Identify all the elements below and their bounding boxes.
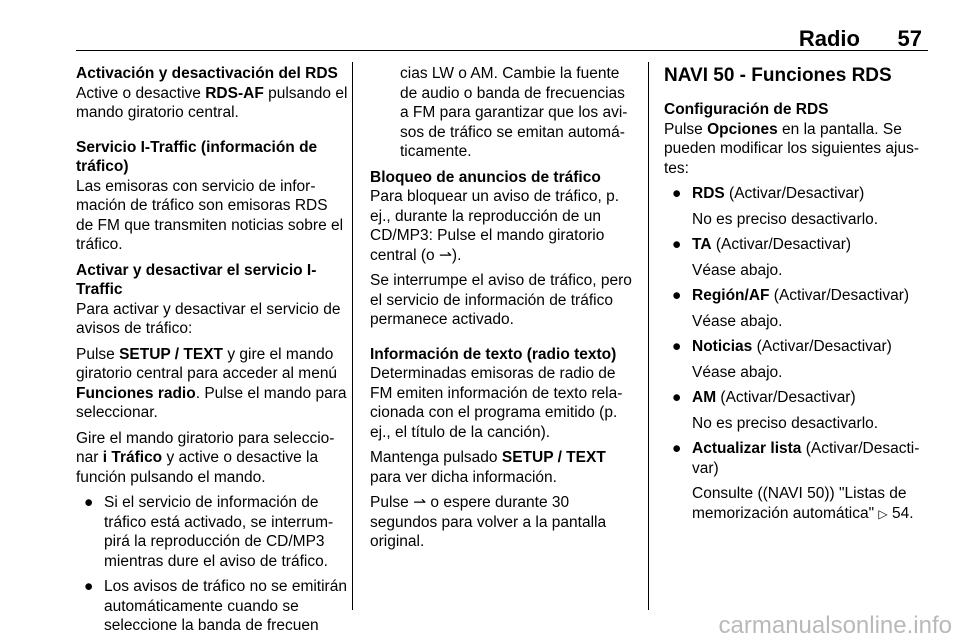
header-divider [76,50,928,51]
list-item: ● RDS (Activar/Desactivar) [672,185,865,202]
page-reference-icon: ▷ [878,506,888,521]
list-item-note: No es preciso desactivarlo. [692,210,879,228]
bullet-icon: ● [84,578,94,595]
bullet-icon: ● [672,185,682,202]
paragraph: Para bloquear un aviso de tráfico, p. ej., durante la reproducción de un CD/MP3: Pulse el mando giratorio central (o ⇀). [370,188,620,264]
list-item: ● Región/AF (Activar/Desactivar) [672,287,910,304]
paragraph: Pulse Opciones en la pantalla. Se pueden modificar los siguientes ajustes: [664,120,920,177]
page-header [76,26,928,52]
list-item-note: Véase abajo. [692,261,783,279]
list-item: ● Si el servicio de información de tráfico está activado, se interrumpirá la reproducción de CD/MP3 mientras dure el aviso de tráfico. [84,494,334,570]
section-heading-activate: Activar y desactivar el servicio I-Traffic [76,261,317,298]
list-item: ● Los avisos de tráfico no se emitirán automáticamente cuando se seleccione la banda de frecuen [84,578,347,634]
bullet-icon: ● [672,440,682,457]
paragraph: Pulse ⇀ o espere durante 30 segundos para volver a la pantalla original. [370,493,607,550]
paragraph: cias LW o AM. Cambie la fuente de audio o banda de frecuencias a FM para garantizar que los avisos de tráfico se emitan automáticamente. [400,65,628,160]
column-divider-1 [352,62,353,610]
section-heading-radiotext: Información de texto (radio texto) [370,345,617,363]
page-number: 57 [897,26,922,51]
page-title: Radio [798,26,860,51]
list-item-note: Véase abajo. [692,363,783,381]
paragraph: Gire el mando giratorio para seleccionar i Tráfico y active o desactive la función pulsando el mando. [76,429,335,486]
section-heading-block: Bloqueo de anuncios de tráfico [370,168,601,186]
list-item-note: Consulte ((NAVI 50)) "Listas de memorización automática" ▷ 54. [692,485,914,522]
list-item: ● Actualizar lista (Activar/Desactivar) [672,440,920,477]
list-item-note: Véase abajo. [692,312,783,330]
section-heading-itraffic: Servicio I-Traffic (información de tráfico) [76,138,318,175]
paragraph: Mantenga pulsado SETUP / TEXT para ver dicha información. [370,449,606,486]
list-item: ● Noticias (Activar/Desactivar) [672,338,892,355]
back-arrow-icon: ⇀ [413,493,427,511]
list-item: ● TA (Activar/Desactivar) [672,236,852,253]
paragraph: Para activar y desactivar el servicio de avisos de tráfico: [76,300,341,337]
column-1 [76,64,348,642]
section-title-navi50: NAVI 50 - Funciones RDS [664,65,892,86]
list-item: ● AM (Activar/Desactivar) [672,389,856,406]
back-arrow-icon: ⇀ [438,245,452,264]
bullet-icon: ● [84,494,94,511]
watermark: carmanualsonline.info [718,612,952,639]
section-heading-config: Configuración de RDS [664,101,829,118]
list-item-note: No es preciso desactivarlo. [692,414,879,432]
column-2 [370,64,634,558]
bullet-icon: ● [672,338,682,355]
bullet-icon: ● [672,287,682,304]
page-reference-link[interactable]: 54. [891,504,914,522]
bullet-icon: ● [672,389,682,406]
paragraph: Active o desactive RDS-AF pulsando el mando giratorio central. [76,84,348,121]
paragraph: Se interrumpe el aviso de tráfico, pero el servicio de información de tráfico permanece activado. [370,272,632,328]
paragraph: Las emisoras con servicio de información de tráfico son emisoras RDS de FM que transmiten noticias sobre el tráfico. [76,177,344,253]
paragraph: Determinadas emisoras de radio de FM emiten información de texto relacionada con el programa emitido (p. ej., el título de la canción). [370,365,623,441]
column-divider-2 [648,62,649,610]
section-heading-rds: Activación y desactivación del RDS [76,65,338,82]
paragraph: Pulse SETUP / TEXT y gire el mando giratorio central para acceder al menú Funciones radio. Pulse el mando para seleccionar. [76,345,347,421]
column-3 [664,64,928,530]
bullet-icon: ● [672,236,682,253]
